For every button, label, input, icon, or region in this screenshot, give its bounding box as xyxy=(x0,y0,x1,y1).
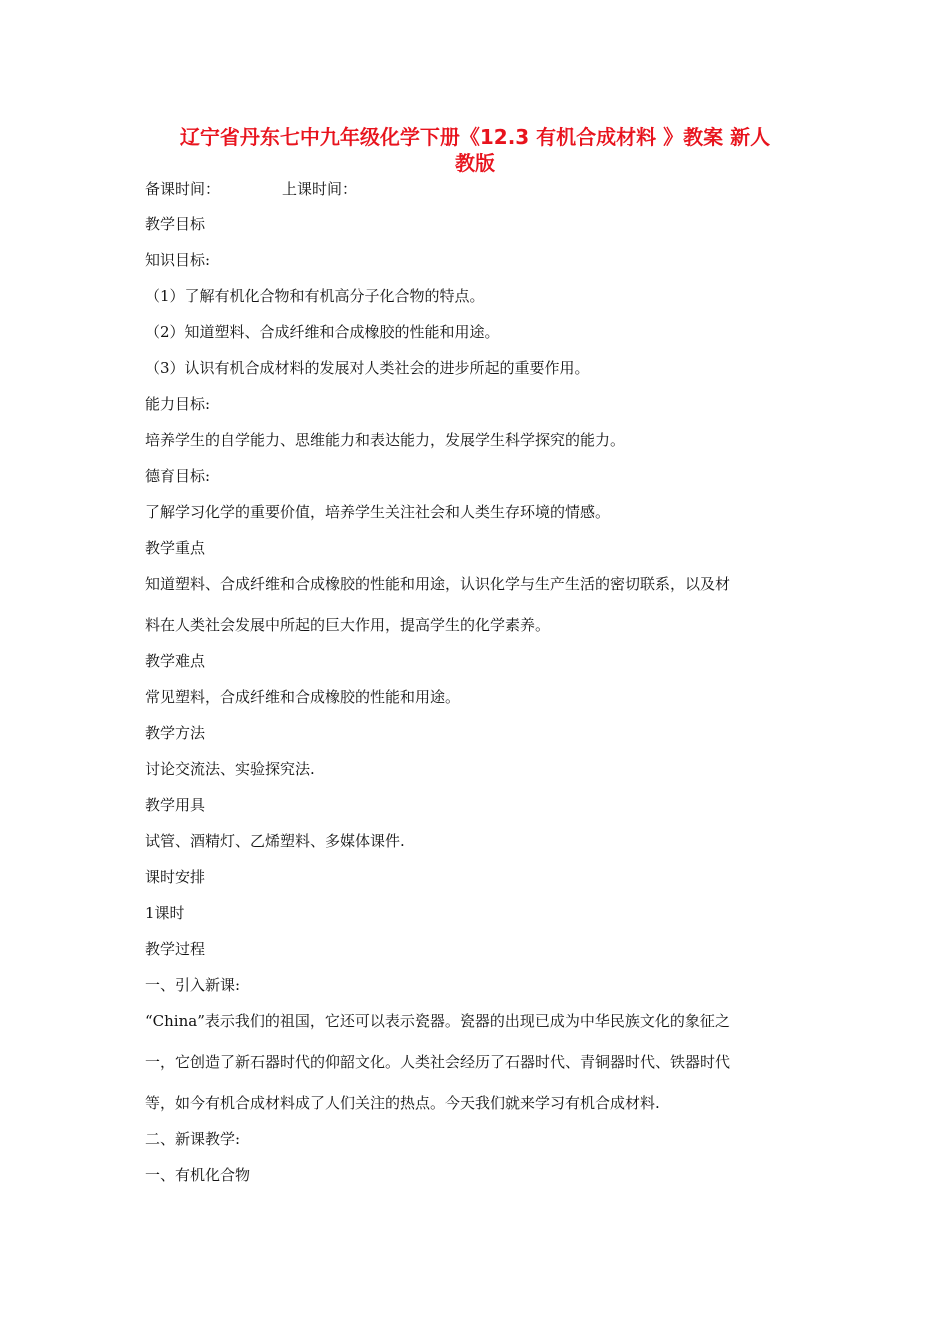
time-info-row xyxy=(145,179,357,199)
prep-time-label: 备课时间： xyxy=(145,180,221,198)
ability-text: 培养学生的自学能力、思维能力和表达能力，发展学生科学探究的能力。 xyxy=(145,431,626,449)
knowledge-item-3: （3）认识有机合成材料的发展对人类社会的进步所起的重要作用。 xyxy=(145,359,590,377)
document-title-line-1: 辽宁省丹东七中九年级化学下册《12.3 有机合成材料 》教案 新人 xyxy=(179,125,771,149)
moral-heading: 德育目标: xyxy=(145,467,211,485)
tools-heading: 教学用具 xyxy=(145,796,206,814)
intro-heading: 一、引入新课: xyxy=(145,976,241,994)
organic-compounds-heading: 一、有机化合物 xyxy=(145,1166,251,1184)
key-points-heading: 教学重点 xyxy=(145,539,206,557)
knowledge-item-1: （1）了解有机化合物和有机高分子化合物的特点。 xyxy=(145,287,485,305)
objectives-heading: 教学目标 xyxy=(145,215,206,233)
intro-text-line-2: 一，它创造了新石器时代的仰韶文化。人类社会经历了石器时代、青铜器时代、铁器时代 xyxy=(145,1053,731,1071)
moral-text: 了解学习化学的重要价值，培养学生关注社会和人类生存环境的情感。 xyxy=(145,503,611,521)
method-heading: 教学方法 xyxy=(145,724,206,742)
knowledge-heading: 知识目标: xyxy=(145,251,211,269)
ability-heading: 能力目标: xyxy=(145,395,211,413)
method-text: 讨论交流法、实验探究法. xyxy=(145,760,315,778)
difficulty-text: 常见塑料，合成纤维和合成橡胶的性能和用途。 xyxy=(145,688,461,706)
key-points-text-line-1: 知道塑料、合成纤维和合成橡胶的性能和用途，认识化学与生产生活的密切联系，以及材 xyxy=(145,575,731,593)
schedule-heading: 课时安排 xyxy=(145,868,206,886)
difficulty-heading: 教学难点 xyxy=(145,652,206,670)
document-title-line-2: 教版 xyxy=(455,151,495,175)
class-time-label: 上课时间： xyxy=(282,180,358,198)
intro-text-line-1: “China”表示我们的祖国，它还可以表示瓷器。瓷器的出现已成为中华民族文化的象征之 xyxy=(145,1012,730,1030)
knowledge-item-2: （2）知道塑料、合成纤维和合成橡胶的性能和用途。 xyxy=(145,323,500,341)
intro-text-line-3: 等，如今有机合成材料成了人们关注的热点。今天我们就来学习有机合成材料. xyxy=(145,1094,660,1112)
tools-text: 试管、酒精灯、乙烯塑料、多媒体课件. xyxy=(145,832,405,850)
process-heading: 教学过程 xyxy=(145,940,206,958)
new-lesson-heading: 二、新课教学: xyxy=(145,1130,241,1148)
schedule-text: 1课时 xyxy=(145,904,185,922)
key-points-text-line-2: 料在人类社会发展中所起的巨大作用，提高学生的化学素养。 xyxy=(145,616,551,634)
